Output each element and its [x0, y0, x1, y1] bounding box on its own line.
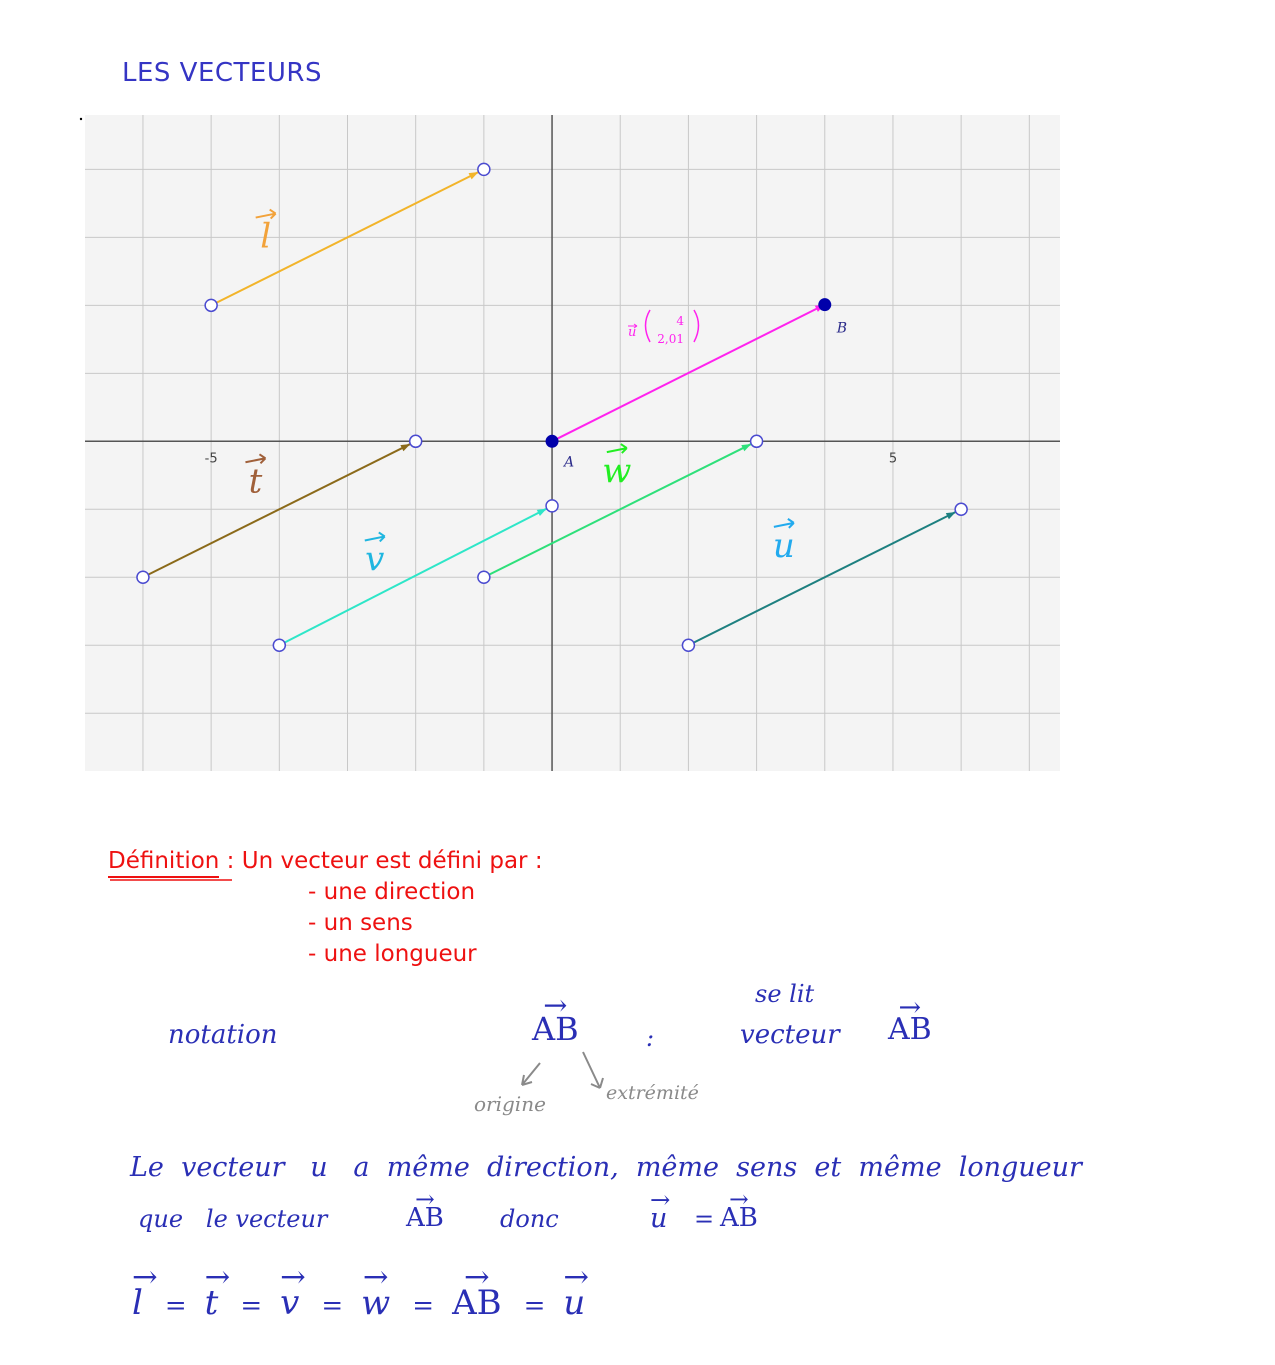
vector-u-end-point	[955, 503, 967, 515]
note-colon: :	[646, 1024, 655, 1052]
definition-text: : Un vecteur est défini par :	[219, 848, 543, 874]
note-ab-read: → AB	[888, 1012, 932, 1047]
equality-vector-w: → w	[361, 1283, 390, 1323]
page-title: LES VECTEURS	[122, 58, 322, 88]
point-b-label: B	[836, 320, 848, 337]
definition-heading	[108, 848, 543, 874]
note-origine: origine	[474, 1092, 546, 1116]
vector-u-x: 4	[676, 314, 684, 328]
note-extremite: extrémité	[606, 1082, 699, 1104]
x-tick-label: -5	[204, 451, 218, 467]
equal-sign: =	[523, 1291, 546, 1321]
vector-l-start-point	[205, 299, 217, 311]
definition-item-direction: - une direction	[308, 879, 476, 905]
point-a-label: A	[564, 454, 575, 471]
equality-vector-t: → t	[205, 1283, 219, 1323]
point-a	[546, 435, 559, 448]
vector-label-t: t	[248, 461, 263, 502]
note-se-lit: se lit	[755, 980, 815, 1008]
note-notation: notation	[168, 1020, 278, 1050]
vector-v-start-point	[273, 639, 285, 651]
equal-sign: =	[321, 1291, 344, 1321]
vector-label-l: l	[260, 216, 272, 257]
note-line2-eq: =	[694, 1205, 715, 1233]
vector-label-u: u	[772, 525, 795, 566]
grid-background	[85, 115, 1060, 771]
equality-vector-u: → u	[563, 1283, 585, 1323]
note-line1: Le vecteur u a même direction, même sens et même longueur	[130, 1152, 1082, 1183]
definition-item-longueur: - une longueur	[308, 941, 477, 967]
equality-vector-AB: → AB	[452, 1283, 502, 1323]
equal-sign: =	[412, 1291, 435, 1321]
equality-vector-l: → l	[132, 1283, 143, 1323]
vector-u-start-point	[682, 639, 694, 651]
note-ab: → AB	[532, 1010, 579, 1048]
definition-item-sens: - un sens	[308, 910, 413, 936]
vector-w-start-point	[478, 571, 490, 583]
origin-arrow-icon	[522, 1063, 540, 1085]
note-vecteur: vecteur	[740, 1020, 840, 1050]
equal-sign: =	[240, 1291, 263, 1321]
note-line2-ab2: → AB	[720, 1203, 758, 1233]
note-line2-u: → u	[650, 1203, 667, 1234]
vector-u-label-name: u	[628, 325, 637, 340]
extremity-arrow-icon	[583, 1052, 603, 1088]
note-line2-ab: → AB	[406, 1203, 444, 1233]
x-tick-label: 5	[888, 451, 898, 467]
vector-l-end-point	[478, 163, 490, 175]
note-equality-chain	[132, 1283, 607, 1323]
definition-word: Définition	[108, 848, 219, 878]
vector-u-y: 2,01	[657, 332, 684, 346]
note-line2-donc: donc	[500, 1205, 559, 1233]
vector-t-end-point	[410, 435, 422, 447]
corner-dot	[80, 118, 82, 120]
vector-v-end-point	[546, 500, 558, 512]
vector-label-v: v	[365, 539, 385, 580]
equal-sign: =	[164, 1291, 187, 1321]
equality-vector-v: → v	[280, 1283, 299, 1323]
note-line2-start: que le vecteur	[138, 1205, 328, 1233]
point-b	[818, 298, 831, 311]
vector-t-start-point	[137, 571, 149, 583]
vector-label-w: w	[602, 451, 632, 492]
vector-w-end-point	[751, 435, 763, 447]
